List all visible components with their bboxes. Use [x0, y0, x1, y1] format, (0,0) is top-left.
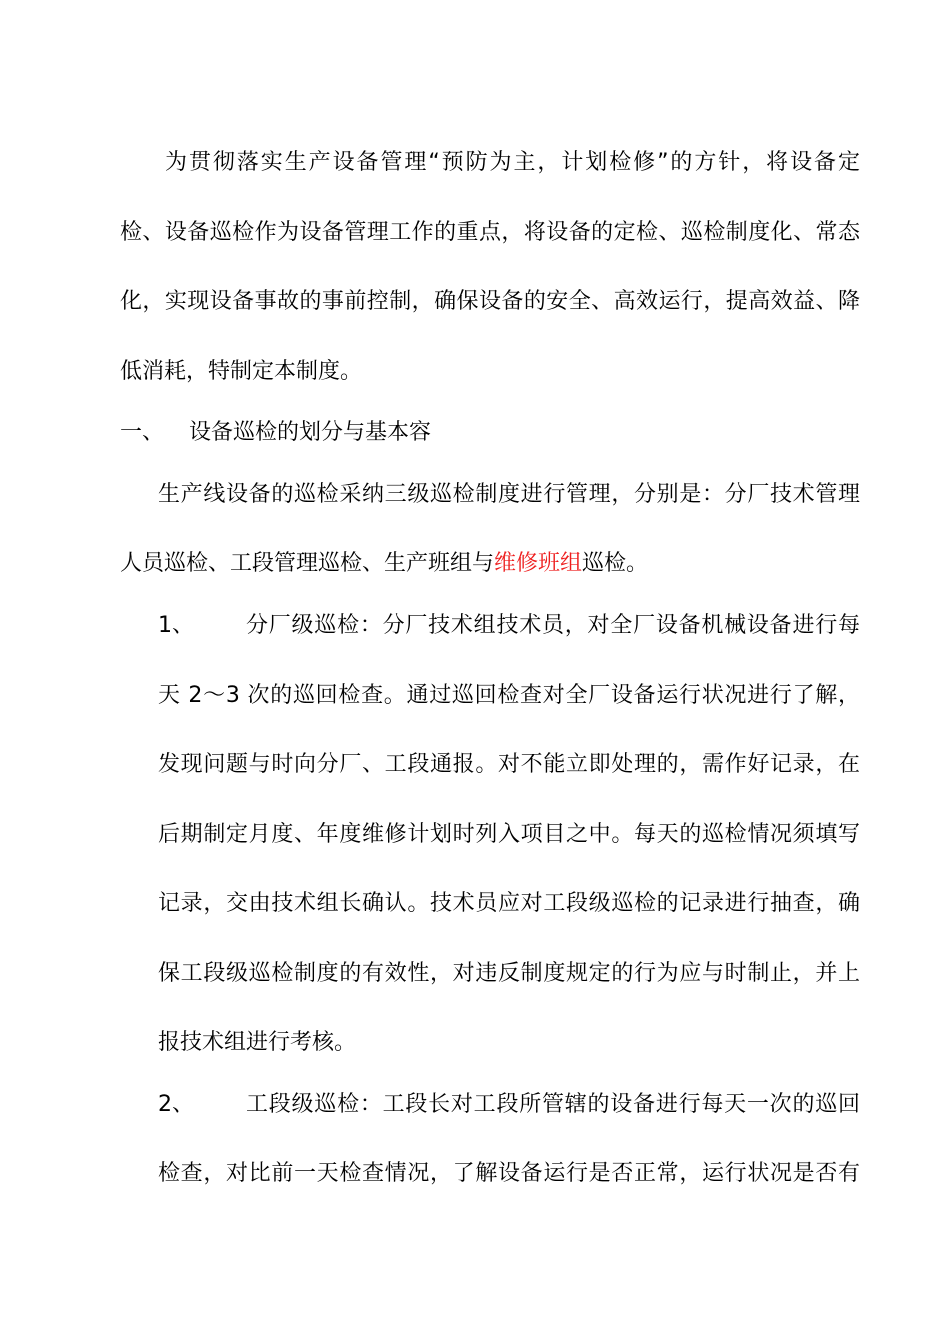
item1-first-text: 分厂级巡检：分厂技术组技术员，对全厂设备机械设备进行每	[246, 613, 860, 638]
item2-number: 2、	[158, 1092, 194, 1117]
intro-line-2: 检、设备巡检作为设备管理工作的重点，将设备的定检、巡检制度化、常态	[120, 220, 860, 245]
item1-line: 报技术组进行考核。	[158, 1030, 357, 1055]
item1-line: 保工段级巡检制度的有效性，对违反制度规定的行为应与时制止，并上	[158, 961, 860, 986]
item1-first-line	[158, 611, 860, 641]
section-para-line-2	[120, 549, 860, 579]
section-number: 一、	[120, 420, 165, 445]
item2-first-line	[158, 1090, 860, 1120]
intro-line-1: 为贯彻落实生产设备管理“预防为主，计划检修”的方针，将设备定	[165, 150, 860, 175]
item1-line: 发现问题与时向分厂、工段通报。对不能立即处理的，需作好记录，在	[158, 752, 860, 777]
intro-line-4: 低消耗，特制定本制度。	[120, 359, 363, 384]
section-title: 设备巡检的划分与基本容	[189, 420, 432, 445]
intro-line-3: 化，实现设备事故的事前控制，确保设备的安全、高效运行，提高效益、降	[120, 289, 860, 314]
item2-line: 检查，对比前一天检查情况，了解设备运行是否正常，运行状况是否有	[158, 1161, 860, 1186]
item1-line: 记录，交由技术组长确认。技术员应对工段级巡检的记录进行抽查，确	[158, 891, 860, 916]
item1-line: 后期制定月度、年度维修计划时列入项目之中。每天的巡检情况须填写	[158, 822, 860, 847]
section-para-line-1: 生产线设备的巡检采纳三级巡检制度进行管理，分别是：分厂技术管理	[158, 482, 860, 507]
section-heading	[120, 418, 860, 448]
item2-first-text: 工段级巡检：工段长对工段所管辖的设备进行每天一次的巡回	[246, 1092, 860, 1117]
item1-number: 1、	[158, 613, 194, 638]
section-para-text-end: 巡检。	[582, 551, 649, 576]
item1-line: 天 2～3 次的巡回检查。通过巡回检查对全厂设备运行状况进行了解，	[158, 683, 860, 708]
section-para-text: 人员巡检、工段管理巡检、生产班组与	[120, 551, 495, 576]
highlighted-text: 维修班组	[494, 551, 583, 576]
